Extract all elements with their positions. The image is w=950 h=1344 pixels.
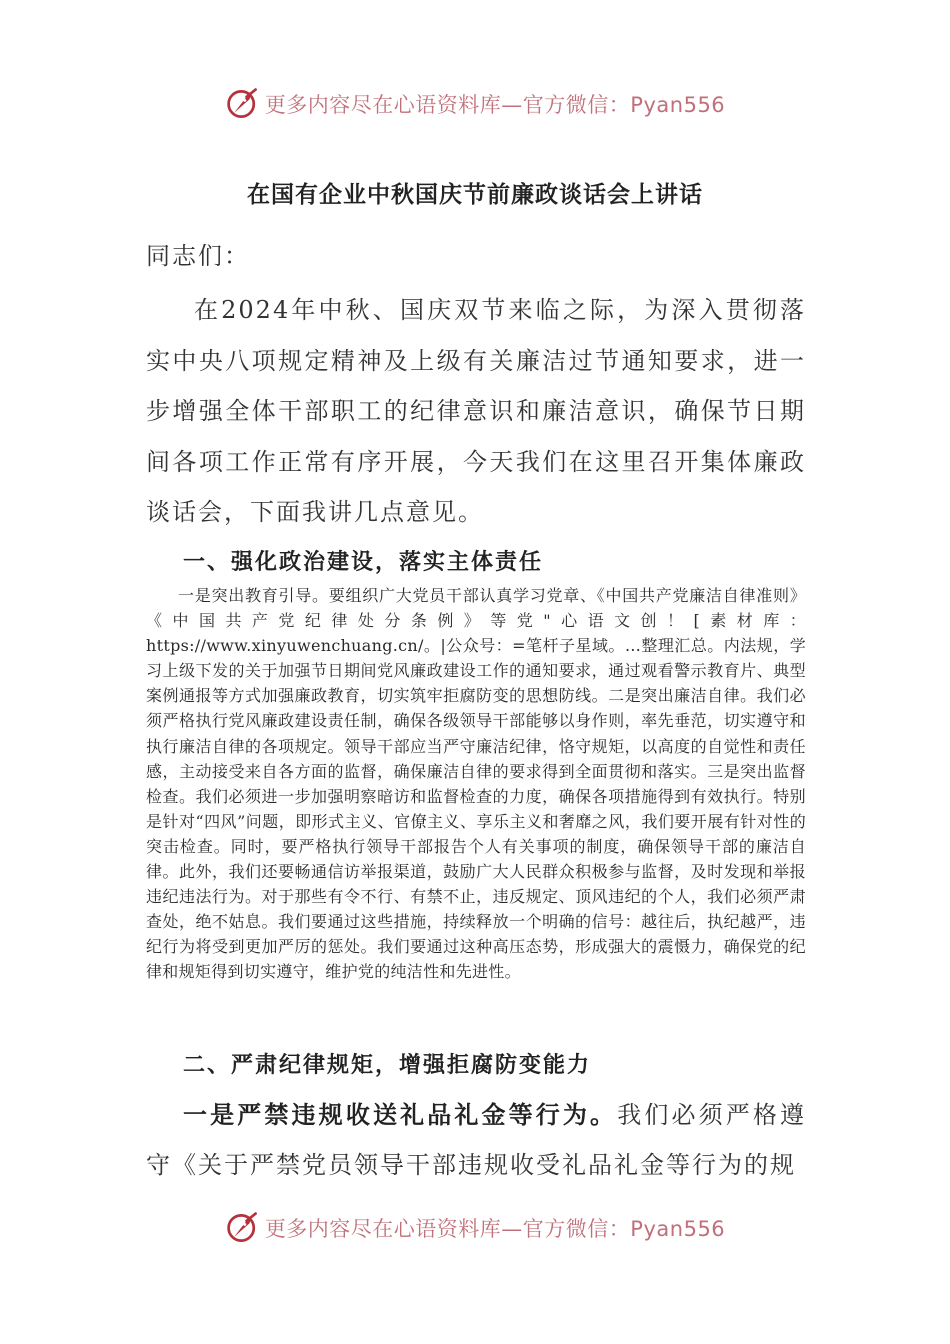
banner-text: 更多内容尽在心语资料库—官方微信：Pyan556 — [264, 93, 726, 117]
section-1-body: 一是突出教育引导。要组织广大党员干部认真学习党章、《中国共产党廉洁自律准则》《中国共产党纪律处分条例》等党"心语文创！[素材库：https://www.xinyuwenchuang.cn/。|公众号：=笔杆子星域。…整理汇总。内法规，学习上级下发的关于加强节日期间党风廉政建设工作的通知要求，通过观看警示教育片、典型案例通报等方式加强廉政教育，切实筑牢拒腐防变的思想防线。二是突出廉洁自律。我们必须严格执行党风廉政建设责任制，确保各级领导干部能够以身作则，率先垂范，切实遵守和执行廉洁自律的各项规定。领导干部应当严守廉洁纪律，恪守规矩，以高度的自觉性和责任感，主动接受来自各方面的监督，确保廉洁自律的要求得到全面贯彻和落实。三是突出监督检查。我们必须进一步加强明察暗访和监督检查的力度，确保各项措施得到有效执行。特别是针对“四风”问题，即形式主义、官僚主义、享乐主义和奢靡之风，我们要开展有针对性的突击检查。同时，要严格执行领导干部报告个人有关事项的制度，确保领导干部的廉洁自律。此外，我们还要畅通信访举报渠道，鼓励广大人民群众积极参与监督，及时发现和举报违纪违法行为。对于那些有令不行、有禁不止，违反规定、顶风违纪的个人，我们必须严肃查处，绝不姑息。我们要通过这些措施，持续释放一个明确的信号：越往后，执纪越严，违纪行为将受到更加严厉的惩处。我们要通过这种高压态势，形成强大的震慑力，确保党的纪律和规矩得到切实遵守，维护党的纯洁性和先进性。 — [146, 586, 806, 982]
salutation: 同志们： — [146, 242, 250, 270]
section-2-body: 我们必须严格遵守《关于严禁党员领导干部违规收受礼品礼金等行为的规 — [146, 1101, 807, 1179]
document-title: 在国有企业中秋国庆节前廉政谈话会上讲话 — [247, 182, 703, 208]
pen-nib-logo-icon — [225, 86, 261, 122]
banner-text: 更多内容尽在心语资料库—官方微信：Pyan556 — [264, 1217, 726, 1241]
section-2-lead: 一是严禁违规收送礼品礼金等行为。 — [183, 1101, 618, 1129]
section-heading-1: 一、强化政治建设，落实主体责任 — [183, 550, 544, 575]
section-heading-2: 二、严肃纪律规矩，增强拒腐防变能力 — [183, 1053, 592, 1078]
section-2-paragraph — [146, 1090, 806, 1190]
watermark-banner-top — [0, 84, 950, 124]
pen-nib-logo-icon — [225, 1210, 261, 1246]
intro-paragraph: 在2024年中秋、国庆双节来临之际，为深入贯彻落实中央八项规定精神及上级有关廉洁过节通知要求，进一步增强全体干部职工的纪律意识和廉洁意识，确保节日期间各项工作正常有序开展，今天我们在这里召开集体廉政谈话会，下面我讲几点意见。 — [146, 296, 806, 526]
watermark-banner-bottom — [0, 1208, 950, 1248]
